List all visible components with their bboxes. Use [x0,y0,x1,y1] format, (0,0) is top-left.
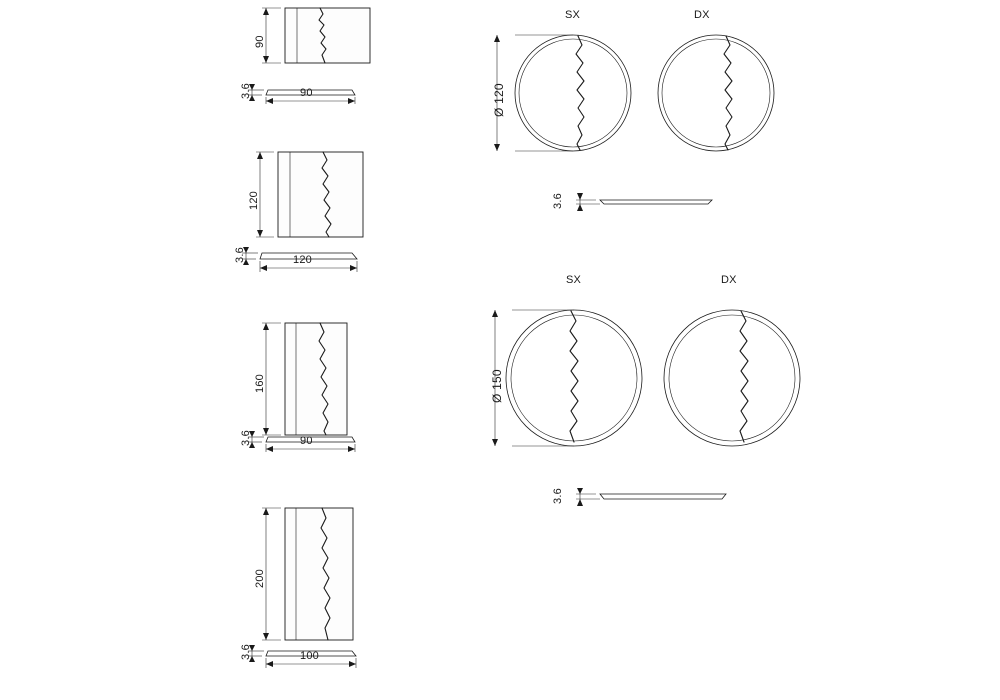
dim-label-rect200-thickness: 3.6 [240,644,252,660]
dim-label-rect120-height: 120 [248,191,260,210]
rect-160-arrow-bottom [263,428,269,435]
round-120-dx-inner [662,39,770,147]
dim-label-rect120-width: 120 [293,254,312,266]
round-120-arrow-top [494,35,500,42]
rect-120-w-arrow-l [260,265,267,271]
rect-200-arrow-bottom [263,633,269,640]
dim-label-round150-thickness: 3.6 [552,488,564,504]
label-round120-sx: SX [565,9,581,21]
rect-90-w-arrow-l [266,98,273,104]
round-120-dx-outline [658,35,774,151]
round-150-t-arrow-top [577,488,583,494]
round-150-side-outline [600,494,726,499]
label-round120-dx: DX [694,9,710,21]
view-round-120 [494,35,774,211]
round-120-sx-inner [519,39,627,147]
dim-label-round120-thickness: 3.6 [552,193,564,209]
rect-160-arrow-top [263,323,269,330]
label-round150-dx: DX [721,274,737,286]
dim-label-rect160-thickness: 3.6 [240,430,252,446]
dim-label-rect160-height: 160 [254,374,266,393]
rect-90-arrow-bottom [263,56,269,63]
rect-90-front-outline [285,8,370,63]
rect-120-w-arrow-r [350,265,357,271]
rect-90-arrow-top [263,8,269,15]
round-150-sx-inner [511,315,637,441]
round-120-sx-outline [515,35,631,151]
round-120-arrow-bottom [494,144,500,151]
rect-200-arrow-top [263,508,269,515]
round-150-sx-crack [570,311,578,442]
rect-160-front-outline [285,323,347,435]
round-120-t-arrow-bot [577,204,583,211]
dim-label-rect90-width: 90 [300,87,313,99]
round-150-t-arrow-bot [577,499,583,506]
rect-200-w-arrow-l [266,661,273,667]
dim-label-rect120-thickness: 3.6 [234,247,246,263]
rect-90-w-arrow-r [348,98,355,104]
dim-label-rect90-thickness: 3.6 [240,83,252,99]
rect-200-w-arrow-r [349,661,356,667]
rect-160-w-arrow-l [266,446,273,452]
dim-label-round120-diameter: Ø 120 [492,83,506,117]
dim-label-rect200-height: 200 [254,569,266,588]
rect-120-front-outline [278,152,363,237]
round-150-dx-inner [669,315,795,441]
dim-label-rect200-width: 100 [300,650,319,662]
label-round150-sx: SX [566,274,582,286]
dim-label-rect90-height: 90 [254,35,266,48]
dim-label-round150-diameter: Ø 150 [490,369,504,403]
rect-120-arrow-top [257,152,263,159]
round-120-sx-crack [576,36,584,150]
rect-120-arrow-bottom [257,230,263,237]
round-150-arrow-top [492,310,498,317]
rect-200-front-outline [285,508,353,640]
dim-label-rect160-width: 90 [300,435,313,447]
round-120-side-outline [600,200,712,204]
round-120-dx-crack [724,36,732,150]
view-round-150 [492,310,800,506]
round-150-dx-outline [664,310,800,446]
round-150-dx-crack [740,311,748,442]
round-150-arrow-bottom [492,439,498,446]
rect-160-w-arrow-r [348,446,355,452]
round-120-t-arrow-top [577,193,583,200]
view-rect-200 [248,508,356,668]
